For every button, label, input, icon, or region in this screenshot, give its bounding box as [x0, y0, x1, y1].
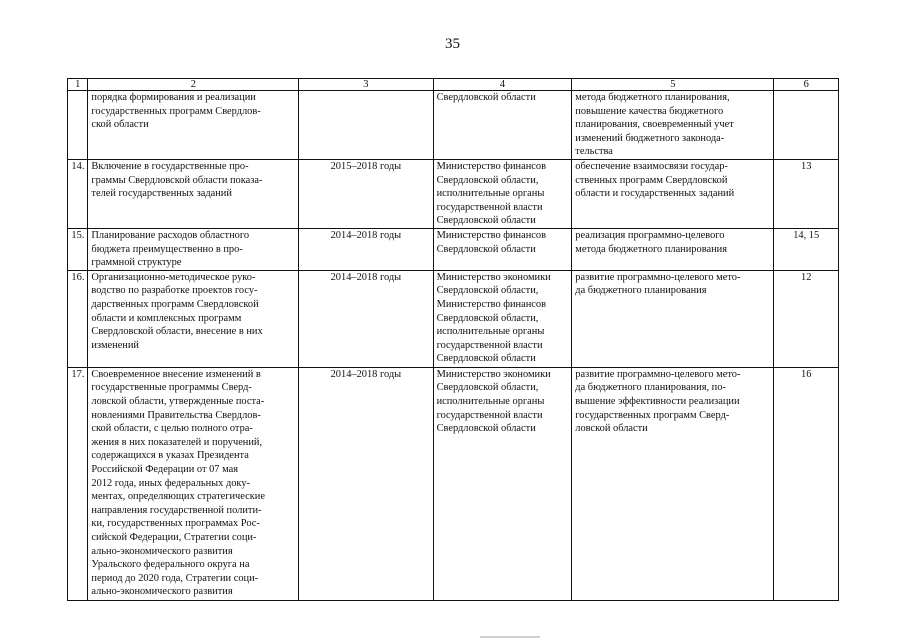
- table-row: [68, 367, 839, 600]
- cell-line: 2012 года, иных федеральных доку-: [91, 477, 250, 489]
- period-cell: 2014–2018 годы: [299, 367, 433, 600]
- cell-line: государственной власти: [436, 339, 543, 351]
- period-cell: [299, 91, 433, 160]
- cell-line: вышение эффективности реализации: [575, 395, 740, 407]
- cell-line: Свердловской области: [436, 243, 536, 255]
- cell-line: граммной структуре: [91, 257, 182, 269]
- cell-line: государственных программ Свердлов-: [91, 105, 261, 117]
- cell-line: Свердловской области: [436, 92, 536, 103]
- cell-line: да бюджетного планирования, по-: [575, 382, 726, 394]
- cell-line: содержащихся в указах Президента: [91, 450, 249, 462]
- cell-line: Свердловской области, внесение в них: [91, 326, 263, 338]
- indicator-cell: 13: [774, 160, 839, 229]
- cell-line: изменений бюджетного законода-: [575, 132, 725, 144]
- cell-line: Министерство экономики: [436, 368, 551, 380]
- executors-cell: [433, 270, 572, 367]
- table-row: [68, 229, 839, 271]
- row-number-cell: 14.: [68, 160, 88, 229]
- cell-line: водство по разработке проектов госу-: [91, 285, 258, 297]
- cell-line: бюджета преимущественно в про-: [91, 243, 243, 255]
- result-cell: [572, 270, 774, 367]
- cell-line: Включение в государственные про-: [91, 161, 249, 172]
- table-header: [68, 79, 839, 91]
- cell-line: сийской Федерации, Стратегии соци-: [91, 531, 257, 543]
- cell-line: Свердловской области,: [436, 382, 539, 394]
- action-cell: [88, 367, 299, 600]
- cell-line: Министерство финансов: [436, 161, 546, 172]
- cell-line: государственных программ Сверд-: [575, 409, 730, 421]
- action-cell: [88, 270, 299, 367]
- executors-cell: [433, 91, 572, 160]
- row-number-cell: [68, 91, 88, 160]
- cell-line: государственные программы Сверд-: [91, 382, 252, 394]
- period-cell: 2014–2018 годы: [299, 229, 433, 271]
- cell-line: Свердловской области,: [436, 312, 539, 324]
- cell-line: Организационно-методическое руко-: [91, 271, 256, 283]
- result-cell: [572, 91, 774, 160]
- cell-line: исполнительные органы: [436, 326, 545, 338]
- cell-line: исполнительные органы: [436, 395, 545, 407]
- indicator-cell: 16: [774, 367, 839, 600]
- cell-line: ки, государственных программах Рос-: [91, 518, 260, 530]
- cell-line: ально-экономического развития: [91, 586, 233, 598]
- cell-line: Свердловской области,: [436, 285, 539, 297]
- cell-line: метода бюджетного планирования,: [575, 92, 730, 103]
- cell-line: исполнительные органы: [436, 188, 545, 200]
- cell-line: повышение качества бюджетного: [575, 105, 724, 117]
- cell-line: развитие программно-целевого мето-: [575, 368, 741, 380]
- cell-line: да бюджетного планирования: [575, 285, 707, 297]
- period-cell: 2015–2018 годы: [299, 160, 433, 229]
- row-number-cell: 16.: [68, 270, 88, 367]
- scan-artifact: [480, 636, 540, 638]
- cell-line: Свердловской области: [436, 215, 536, 227]
- cell-line: Свердловской области: [436, 353, 536, 365]
- table-row: [68, 160, 839, 229]
- cell-line: Министерство экономики: [436, 271, 551, 283]
- action-cell: [88, 91, 299, 160]
- cell-line: Своевременное внесение изменений в: [91, 368, 261, 380]
- cell-line: новлениями Правительства Свердлов-: [91, 409, 261, 421]
- cell-line: Министерство финансов: [436, 230, 546, 241]
- cell-line: планирования, своевременный учет: [575, 119, 734, 131]
- indicator-cell: [774, 91, 839, 160]
- column-number-1: 1: [68, 79, 88, 91]
- cell-line: ской области: [91, 119, 149, 131]
- cell-line: обеспечение взаимосвязи государ-: [575, 161, 728, 172]
- table-row: [68, 91, 839, 160]
- cell-line: государственной власти: [436, 201, 543, 213]
- column-number-6: 6: [774, 79, 839, 91]
- cell-line: Свердловской области: [436, 423, 536, 435]
- cell-line: развитие программно-целевого мето-: [575, 271, 741, 283]
- plan-table: [67, 78, 839, 601]
- cell-line: граммы Свердловской области показа-: [91, 174, 263, 186]
- cell-line: государственной власти: [436, 409, 543, 421]
- cell-line: Российской Федерации от 07 мая: [91, 463, 238, 475]
- cell-line: ловской области, утвержденные поста-: [91, 395, 265, 407]
- column-number-4: 4: [433, 79, 572, 91]
- cell-line: направления государственной полити-: [91, 504, 262, 516]
- period-cell: 2014–2018 годы: [299, 270, 433, 367]
- cell-line: ально-экономического развития: [91, 545, 233, 557]
- cell-line: телей государственных заданий: [91, 188, 232, 200]
- cell-line: ловской области: [575, 423, 648, 435]
- executors-cell: [433, 160, 572, 229]
- cell-line: Свердловской области,: [436, 174, 539, 186]
- cell-line: Планирование расходов областного: [91, 230, 250, 241]
- column-number-3: 3: [299, 79, 433, 91]
- result-cell: [572, 229, 774, 271]
- cell-line: Министерство финансов: [436, 298, 546, 310]
- page-number: 35: [445, 36, 460, 52]
- cell-line: метода бюджетного планирования: [575, 243, 727, 255]
- column-number-2: 2: [88, 79, 299, 91]
- cell-line: жения в них показателей и поручений,: [91, 436, 263, 448]
- cell-line: области и государственных заданий: [575, 188, 735, 200]
- cell-line: ской области, с целью полного отра-: [91, 423, 253, 435]
- result-cell: [572, 160, 774, 229]
- action-cell: [88, 229, 299, 271]
- cell-line: реализация программно-целевого: [575, 230, 725, 241]
- indicator-cell: 14, 15: [774, 229, 839, 271]
- cell-line: тельства: [575, 146, 613, 158]
- table-row: [68, 270, 839, 367]
- cell-line: ственных программ Свердловской: [575, 174, 728, 186]
- cell-line: ментах, определяющих стратегические: [91, 491, 265, 503]
- cell-line: порядка формирования и реализации: [91, 92, 256, 103]
- executors-cell: [433, 367, 572, 600]
- cell-line: изменений: [91, 339, 139, 351]
- table-body: [68, 91, 839, 601]
- row-number-cell: 17.: [68, 367, 88, 600]
- result-cell: [572, 367, 774, 600]
- column-number-5: 5: [572, 79, 774, 91]
- cell-line: дарственных программ Свердловской: [91, 298, 259, 310]
- cell-line: области и комплексных программ: [91, 312, 242, 324]
- cell-line: период до 2020 года, Стратегии соци-: [91, 572, 259, 584]
- action-cell: [88, 160, 299, 229]
- row-number-cell: 15.: [68, 229, 88, 271]
- indicator-cell: 12: [774, 270, 839, 367]
- cell-line: Уральского федерального округа на: [91, 559, 250, 571]
- executors-cell: [433, 229, 572, 271]
